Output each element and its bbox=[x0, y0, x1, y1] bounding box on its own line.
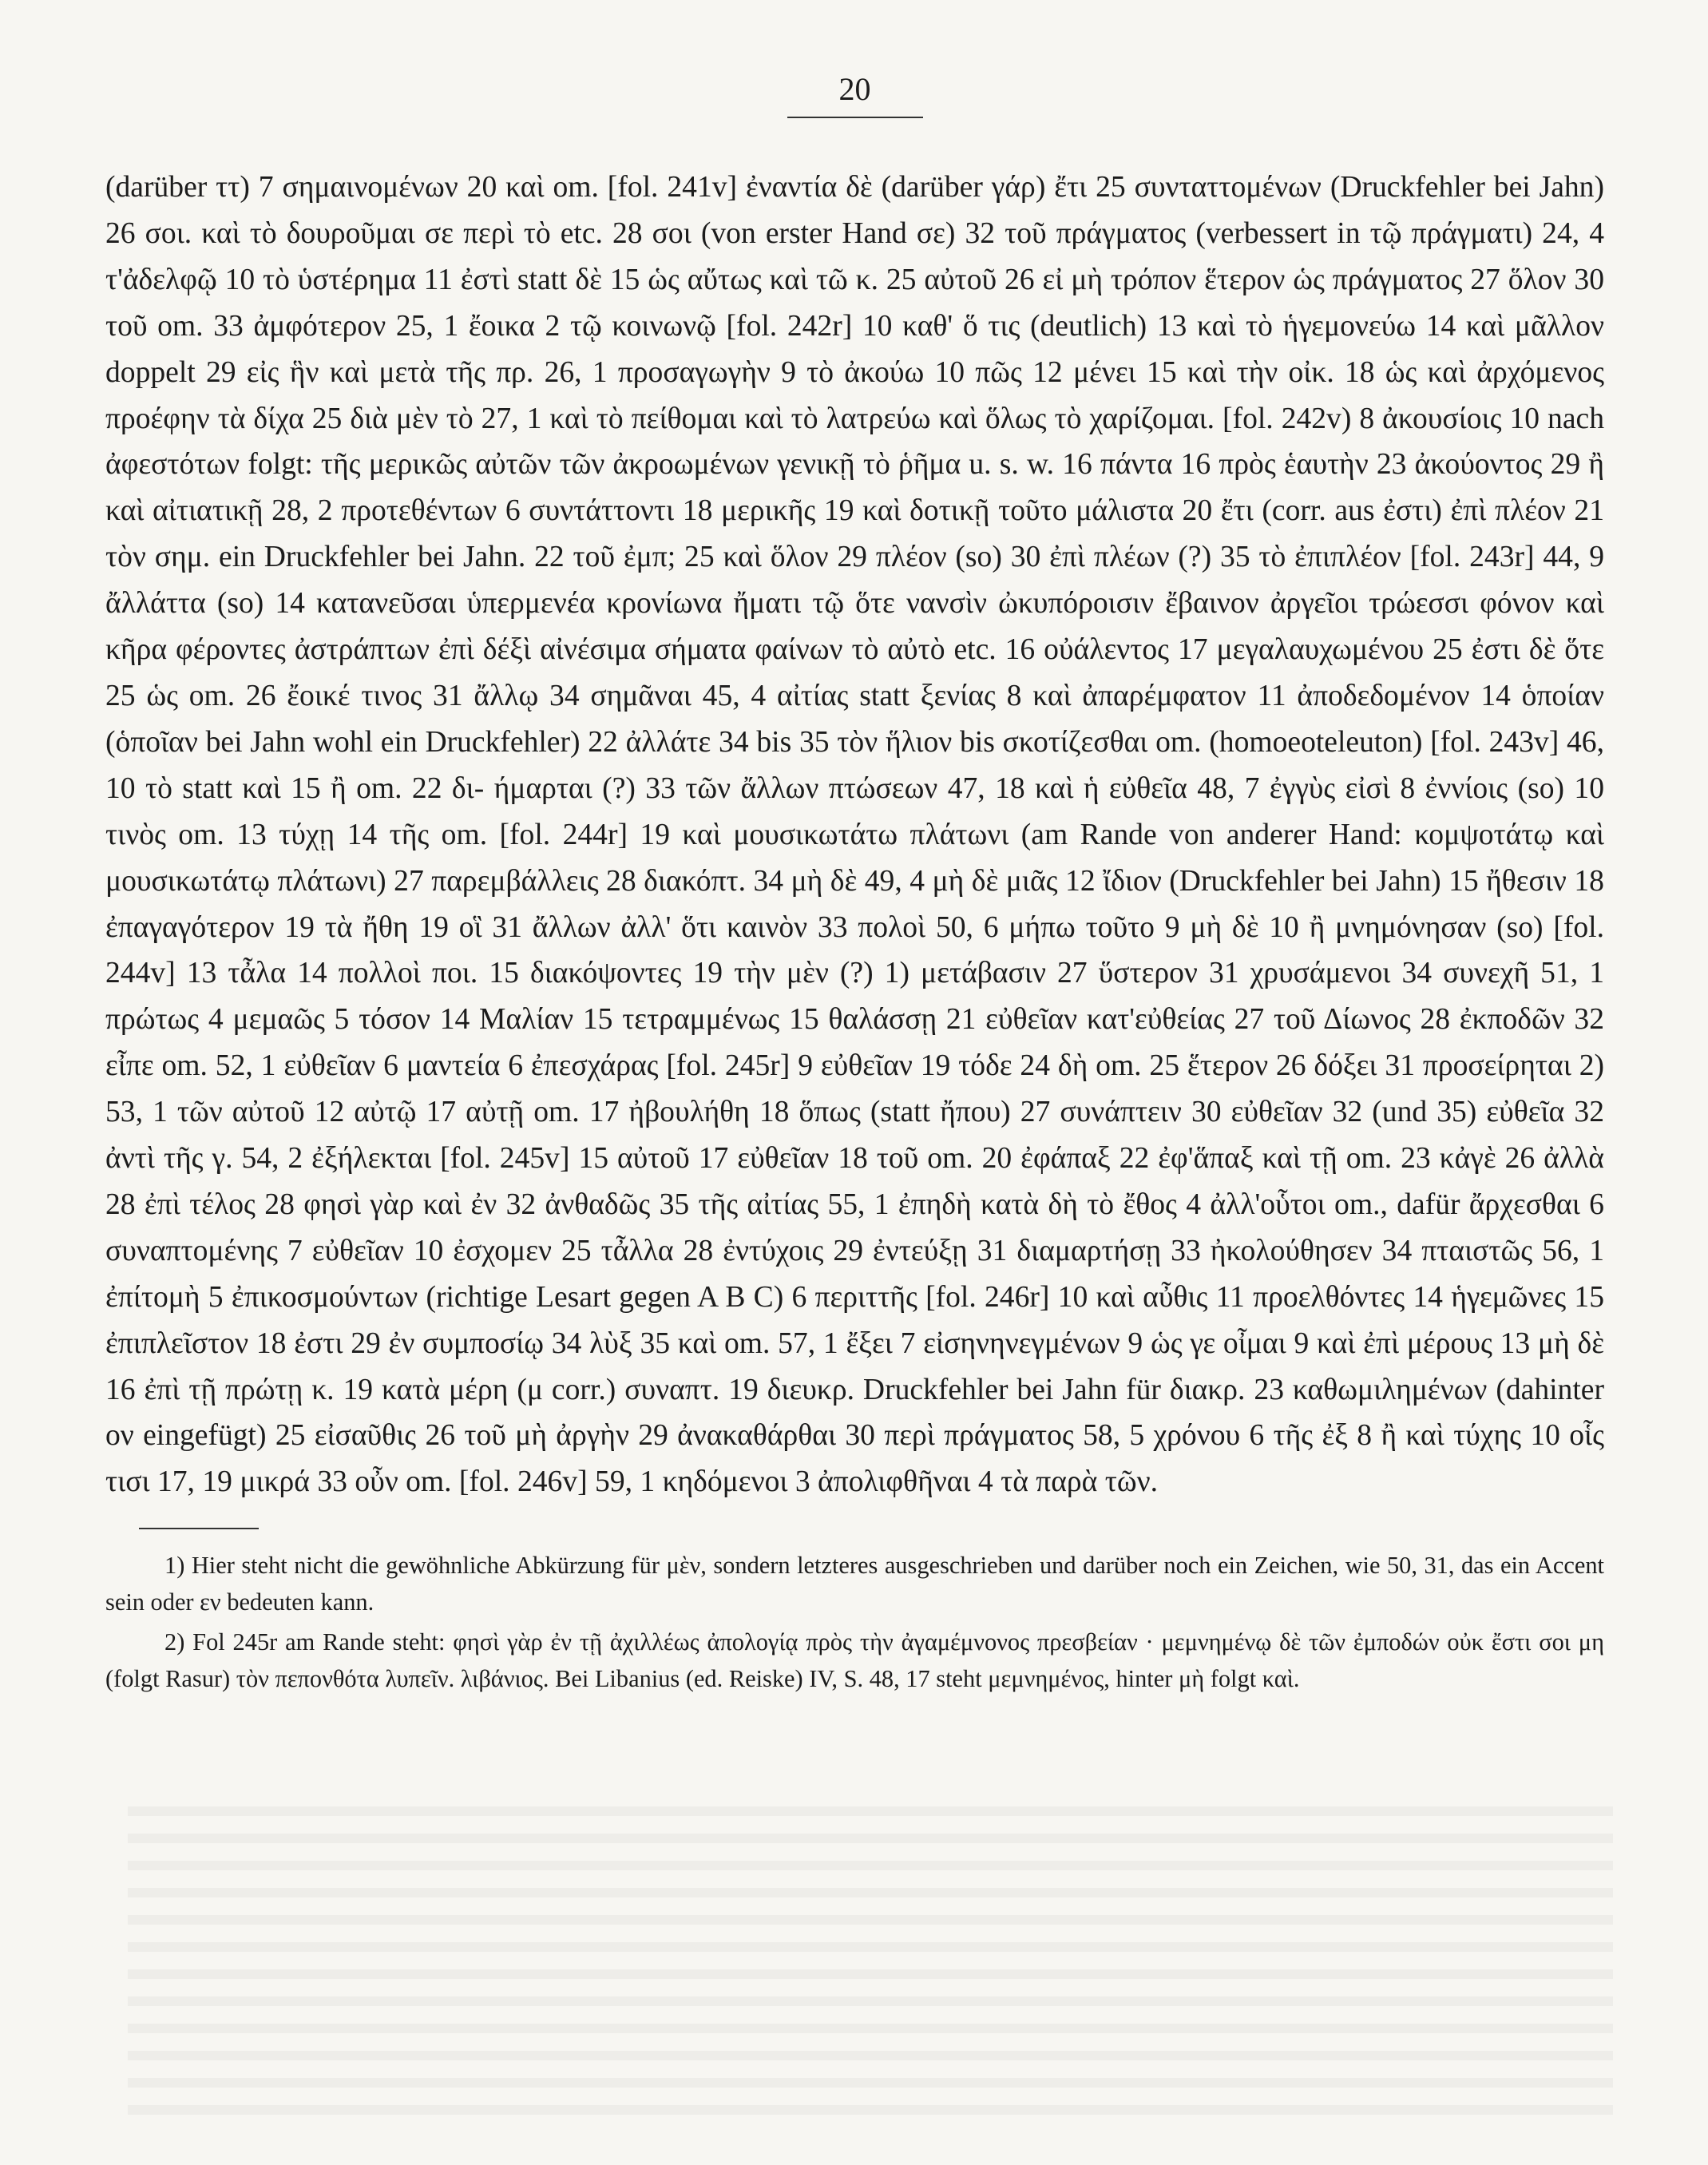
show-through-texture bbox=[128, 1789, 1613, 2124]
text-line: 12 ἴδιον (Druckfehler bei Jahn) 15 ἤθεσιν 18 ἐπαγαγότερον 19 τὰ ἤθη 19 οἳ 31 ἄλλων ἀλλ' ὅτι bbox=[105, 864, 1604, 944]
apparatus-text bbox=[105, 165, 1604, 1505]
text-line: ἐντύχοις 29 ἐντεύξῃ 31 διαμαρτήσῃ 33 ἠκολούθησεν 34 πταιστῶς 56, 1 ἐπίτομὴ 5 ἐπικοσμούντων bbox=[105, 1234, 1605, 1314]
text-line: μένει 15 καὶ τὴν οἰκ. 18 ὡς καὶ ἀρχόμενος προέφην τὰ δίχα 25 διὰ μὲν τὸ 27, 1 καὶ τὸ bbox=[105, 355, 1604, 435]
text-line: μὴ ἀργὴν 29 ἀνακαθάρθαι 30 περὶ πράγματος 58, 5 χρόνου 6 τῆς ἐξ 8 ἢ καὶ τύχης 10 οἷς τισι 17, bbox=[105, 1419, 1604, 1499]
page-number-rule bbox=[787, 117, 923, 118]
text-line: ἀστράπτων ἐπὶ δέξὶ αἰνέσιμα σήματα φαίνων τὸ αὐτὸ etc. 16 οὐάλεντος 17 μεγαλαυχωμένου 25 bbox=[294, 633, 1463, 667]
text-line: 13 τύχῃ 14 τῆς om. [fol. 244r] 19 καὶ μουσικωτάτω πλάτωνι (am Rande von anderer Hand: bbox=[236, 818, 1402, 851]
text-line: ποι. 15 διακόψοντες 19 τὴν μὲν (?) 1) μετάβασιν 27 ὕστερον 31 χρυσάμενοι 34 συνεχῆ 51, 1 πρώτως bbox=[105, 957, 1604, 1037]
text-line: ἐστι δὲ ὅτε 25 ὡς om. 26 ἔοικέ τινος 31 ἄλλῳ 34 σημᾶναι 45, 4 αἰτίας statt ξενίας 8 καὶ ἀπαρέμφατον bbox=[105, 633, 1604, 712]
text-line: πείθομαι καὶ τὸ λατρεύω καὶ ὅλως τὸ χαρίζομαι. [fol. 242v) 8 ἀκουσίοις 10 nach ἀφεστότων bbox=[105, 402, 1604, 482]
footnote-rule bbox=[139, 1528, 259, 1529]
text-line: (darüber ττ) 7 σημαινομένων 20 καὶ om. [fol. 241v] ἐναντία δὲ (darüber γάρ) ἔτι 25 συνταττομένων bbox=[105, 171, 1322, 204]
text-line: οἶμαι 9 καὶ ἐπὶ μέρους 13 μὴ δὲ 16 ἐπὶ τῇ πρώτῃ κ. 19 κατὰ μέρη (μ corr.) συναπτ. 19 bbox=[105, 1326, 1604, 1406]
page-number: 20 bbox=[838, 71, 871, 107]
text-line: τοῦ πράγματος (verbessert in τῷ πράγματι) 24, 4 τ'ἀδελφῷ 10 τὸ ὑστέρημα 11 ἐστὶ statt δὲ 15 bbox=[105, 216, 1604, 296]
text-line: 19 τόδε 24 δὴ om. 25 ἕτερον 26 δόξει 31 προσείρηται 2) 53, 1 τῶν αὐτοῦ 12 αὐτῷ 17 αὐτῇ om. bbox=[105, 1049, 1605, 1129]
text-line: ήμαρται (?) 33 τῶν ἄλλων πτώσεων 47, 18 καὶ ἡ εὐθεῖα 48, 7 ἐγγὺς εἰσὶ 8 ἐννίοις (so) 10 τινὸς om. bbox=[105, 771, 1604, 851]
footnote-2: 2) Fol 245r am Rande steht: φησὶ γὰρ ἐν τῇ ἀχιλλέως ἀπολογίᾳ πρὸς τὴν ἀγαμέμνονος πρεσβείαν · μεμνημένῳ δὲ τῶν ἐμποδών οὐκ ἔστι σοι μη (folgt Rasur) τὸν πεπονθότα λυπεῖν. λιβάνιος. Bei Libanius (ed. Reiske) IV, S. 48, 17 steht μεμνημένος, hinter μὴ folgt καὶ. bbox=[105, 1628, 1604, 1693]
text-line: Δίωνος 28 ἐκποδῶν 32 εἶπε om. 52, 1 εὐθεῖαν 6 μαντεία 6 ἐπεσχάρας [fol. 245r] 9 εὐθεῖαν bbox=[105, 1003, 1604, 1083]
text-line: 14 καὶ μᾶλλον doppelt 29 εἰς ἣν καὶ μετὰ τῆς πρ. 26, 1 προσαγωγὴν 9 τὸ ἀκούω 10 πῶς 12 bbox=[105, 309, 1604, 389]
text-line: (richtige Lesart gegen A B C) 6 περιττῆς [fol. 246r] 10 καὶ αὖθις 11 προελθόντες 14 ἡγεμῶνες bbox=[426, 1280, 1567, 1314]
text-line: 23 ἀκούοντος 29 ἢ καὶ αἰτιατικῇ 28, 2 προτεθέντων 6 συντάττοντι 18 μερικῆς 19 καὶ δοτικῇ bbox=[105, 448, 1604, 528]
text-line: ὡς αὔτως καὶ τῶ κ. 25 αὐτοῦ 26 εἰ μὴ τρόπον ἕτερον ὡς πράγματος 27 ὅλον 30 τοῦ om. 33 bbox=[105, 263, 1604, 343]
text-line: 4 μεμαῶς 5 τόσον 14 Μαλίαν 15 τετραμμένως 15 θαλάσσῃ 21 εὐθεῖαν κατ'εὐθείας 27 τοῦ bbox=[208, 1003, 1316, 1037]
text-line: ἀμφότερον 25, 1 ἔοικα 2 τῷ κοινωνῷ [fol. 242r] 10 καθ' ὅ τις (deutlich) 13 καὶ τὸ ἡγεμονεύω bbox=[253, 309, 1416, 343]
text-line: 17 ἠβουλήθη 18 ὅπως (statt ἤπου) 27 συνάπτειν 30 εὐθεῖαν 32 (und 35) εὐθεῖα 32 ἀντὶ τῆς γ. bbox=[105, 1096, 1604, 1176]
text-line: κομψοτάτῳ καὶ μουσικωτάτῳ πλάτωνι) 27 παρεμβάλλεις 28 διακόπτ. 34 μὴ δὲ 49, 4 μὴ δὲ μιᾶς bbox=[105, 818, 1604, 898]
text-line: 23 κἀγὲ 26 ἀλλὰ 28 ἐπὶ τέλος 28 φησὶ γὰρ καὶ ἐν 32 ἀνθαδῶς 35 τῆς αἰτίας 55, 1 ἐπηδὴ κατὰ bbox=[105, 1142, 1604, 1221]
text-line: ὑπερμενέα κρονίωνα ἤματι τῷ ὅτε νανσὶν ὠκυπόροισιν ἔβαινον ἀργεῖοι τρώεσσι φόνον καὶ κῆρα φέροντες bbox=[105, 587, 1604, 667]
text-line: (Druckfehler bei Jahn) 26 σοι. καὶ τὸ δουροῦμαι σε περὶ τὸ etc. 28 σοι (von erster Hand σε) 32 bbox=[105, 171, 1604, 250]
text-line: 54, 2 ἐξήλεκται [fol. 245v] 15 αὐτοῦ 17 εὐθεῖαν 18 τοῦ om. 20 ἐφάπαξ 22 ἐφ'ἅπαξ καὶ τῇ om. bbox=[241, 1142, 1393, 1176]
text-line: διευκρ. Druckfehler bei Jahn für διακρ. 23 καθωμιλημένων (dahinter ον eingefügt) 25 εἰσαῦθις 26 τοῦ bbox=[105, 1373, 1604, 1453]
text-line: ἥλιον bis σκοτίζεσθαι om. (homoeoteleuton) [fol. 243v] 46, 10 τὸ statt καὶ 15 ἢ om. 22 δι- bbox=[105, 725, 1604, 805]
text-line: καινὸν 33 πολοὶ 50, 6 μήπω τοῦτο 9 μὴ δὲ 10 ἢ μνημόνησαν (so) [fol. 244v] 13 τἆλα 14 πολλοὶ bbox=[105, 910, 1604, 990]
text-line: τοῦτο μάλιστα 20 ἔτι (corr. aus ἐστι) ἐπὶ πλέον 21 τὸν σημ. ein Druckfehler bei Jahn. 22 τοῦ ἐμπ; 25 bbox=[105, 494, 1604, 574]
text-line: 15 ἐπιπλεῖστον 18 ἐστι 29 ἐν συμποσίῳ 34 λὺξ 35 καὶ om. 57, 1 ἔξει 7 εἰσηνηνεγμένων 9 ὡς γε bbox=[105, 1280, 1604, 1360]
text-line: 11 ἀποδεδομένον 14 ὁποίαν (ὁποῖαν bei Jahn wohl ein Druckfehler) 22 ἀλλάτε 34 bis 35 τὸν bbox=[105, 679, 1604, 759]
footnote-1: 1) Hier steht nicht die gewöhnliche Abkürzung für μὲν, sondern letzteres ausgeschrieben und darüber noch ein Zeichen, wie 50, 31, das ein Accent sein oder εν bedeuten kann. bbox=[105, 1552, 1604, 1616]
text-line: δὴ τὸ ἔθος 4 ἀλλ'οὗτοι om., dafür ἄρχεσθαι 6 συναπτομένης 7 εὐθεῖαν 10 ἐσχομεν 25 τἆλλα 28 bbox=[105, 1188, 1604, 1267]
text-line: 19 μικρά 33 οὖν om. [fol. 246v] 59, 1 κηδόμενοι 3 ἀπολιφθῆναι 4 τὰ παρὰ τῶν. bbox=[202, 1465, 1158, 1499]
text-line: καὶ ὅλον 29 πλέον (so) 30 ἐπὶ πλέων (?) 35 τὸ ἐπιπλέον [fol. 243r] 44, 9 ἄλλάττα (so) 14 κατανεῦσαι bbox=[105, 541, 1604, 621]
text-line: folgt: τῆς μερικῶς αὐτῶν τῶν ἀκροωμένων γενικῇ τὸ ῥῆμα u. s. w. 16 πάντα 16 πρὸς ἑαυτὴν bbox=[248, 448, 1369, 482]
